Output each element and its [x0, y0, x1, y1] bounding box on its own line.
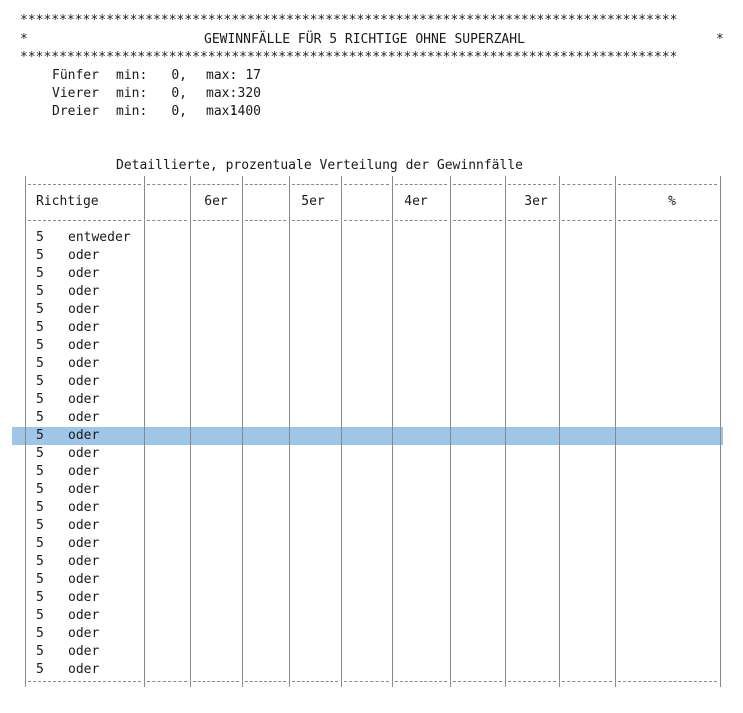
table-bottom-rule — [395, 681, 447, 682]
cell-connector: oder — [68, 644, 100, 659]
table-top-rule — [147, 184, 187, 185]
table-bottom-rule — [508, 681, 556, 682]
cell-connector: oder — [68, 536, 100, 551]
cell-richtige: 5 — [36, 518, 44, 533]
table-header-rule — [245, 220, 286, 221]
table-caption: Detaillierte, prozentuale Verteilung der Gewinnfälle — [116, 158, 523, 173]
table-bottom-rule — [28, 681, 141, 682]
cell-connector: oder — [68, 428, 100, 443]
cell-richtige: 5 — [36, 320, 44, 335]
table-top-rule — [245, 184, 286, 185]
cell-connector: oder — [68, 590, 100, 605]
table-top-rule — [453, 184, 502, 185]
table-top-rule — [508, 184, 556, 185]
cell-richtige: 5 — [36, 356, 44, 371]
cell-richtige: 5 — [36, 662, 44, 677]
cell-richtige: 5 — [36, 248, 44, 263]
cell-richtige: 5 — [36, 266, 44, 281]
table-bottom-rule — [562, 681, 612, 682]
column-divider — [392, 176, 393, 687]
table-bottom-rule — [292, 681, 338, 682]
table-top-rule — [344, 184, 389, 185]
cell-connector: oder — [68, 500, 100, 515]
cell-richtige: 5 — [36, 644, 44, 659]
cell-connector: oder — [68, 248, 100, 263]
cell-richtige: 5 — [36, 464, 44, 479]
table-header-rule — [28, 220, 141, 221]
col-header-3er: 3er — [524, 194, 548, 209]
column-divider — [505, 176, 506, 687]
stat-min-value: 0, — [171, 68, 187, 83]
stat-label: Dreier — [52, 104, 99, 119]
stat-max-label: max: — [206, 68, 238, 83]
table-header-rule — [562, 220, 612, 221]
column-divider — [25, 176, 26, 687]
column-divider — [242, 176, 243, 687]
cell-richtige: 5 — [36, 284, 44, 299]
table-top-rule — [28, 184, 141, 185]
top-star-border: ************************************************************************************ — [20, 13, 678, 28]
column-divider — [559, 176, 560, 687]
cell-connector: oder — [68, 338, 100, 353]
stat-min-value: 0, — [171, 104, 187, 119]
column-divider — [289, 176, 290, 687]
cell-richtige: 5 — [36, 410, 44, 425]
table-top-rule — [193, 184, 239, 185]
cell-richtige: 5 — [36, 626, 44, 641]
cell-connector: oder — [68, 302, 100, 317]
table-header-rule — [147, 220, 187, 221]
cell-richtige: 5 — [36, 374, 44, 389]
stat-label: Fünfer — [52, 68, 99, 83]
cell-richtige: 5 — [36, 392, 44, 407]
cell-connector: oder — [68, 446, 100, 461]
table-header-rule — [618, 220, 717, 221]
cell-connector: oder — [68, 356, 100, 371]
bottom-star-border: ************************************************************************************ — [20, 50, 678, 65]
table-header-rule — [344, 220, 389, 221]
right-edge-star: * — [716, 32, 724, 47]
stat-min-label: min: — [116, 104, 148, 119]
column-divider — [190, 176, 191, 687]
cell-richtige: 5 — [36, 590, 44, 605]
cell-richtige: 5 — [36, 428, 44, 443]
column-divider — [450, 176, 451, 687]
cell-richtige: 5 — [36, 230, 44, 245]
table-top-rule — [618, 184, 717, 185]
report-title: GEWINNFÄLLE FÜR 5 RICHTIGE OHNE SUPERZAHL — [204, 32, 525, 47]
col-header-richtige: Richtige — [36, 194, 99, 209]
cell-connector: oder — [68, 284, 100, 299]
stat-max-label: max: — [206, 104, 238, 119]
cell-connector: entweder — [68, 230, 131, 245]
column-divider — [720, 176, 721, 687]
stat-min-label: min: — [116, 86, 148, 101]
cell-connector: oder — [68, 266, 100, 281]
cell-connector: oder — [68, 554, 100, 569]
cell-connector: oder — [68, 374, 100, 389]
table-bottom-rule — [193, 681, 239, 682]
cell-richtige: 5 — [36, 536, 44, 551]
stat-min-label: min: — [116, 68, 148, 83]
cell-richtige: 5 — [36, 482, 44, 497]
cell-richtige: 5 — [36, 446, 44, 461]
cell-connector: oder — [68, 392, 100, 407]
table-bottom-rule — [245, 681, 286, 682]
col-header-4er: 4er — [404, 194, 428, 209]
cell-connector: oder — [68, 320, 100, 335]
stat-label: Vierer — [52, 86, 99, 101]
table-header-rule — [292, 220, 338, 221]
cell-connector: oder — [68, 626, 100, 641]
cell-connector: oder — [68, 464, 100, 479]
cell-connector: oder — [68, 608, 100, 623]
table-top-rule — [395, 184, 447, 185]
col-header-percent: % — [668, 194, 676, 209]
cell-richtige: 5 — [36, 500, 44, 515]
cell-connector: oder — [68, 482, 100, 497]
column-divider — [341, 176, 342, 687]
table-top-rule — [562, 184, 612, 185]
cell-connector: oder — [68, 662, 100, 677]
stat-max-value: 320 — [237, 86, 261, 101]
cell-connector: oder — [68, 410, 100, 425]
left-edge-star: * — [20, 32, 28, 47]
column-divider — [615, 176, 616, 687]
table-bottom-rule — [453, 681, 502, 682]
stat-max-value: 1400 — [229, 104, 261, 119]
cell-richtige: 5 — [36, 302, 44, 317]
cell-connector: oder — [68, 518, 100, 533]
table-header-rule — [508, 220, 556, 221]
table-bottom-rule — [147, 681, 187, 682]
table-bottom-rule — [618, 681, 717, 682]
column-divider — [144, 176, 145, 687]
col-header-5er: 5er — [301, 194, 325, 209]
table-bottom-rule — [344, 681, 389, 682]
stat-min-value: 0, — [171, 86, 187, 101]
col-header-6er: 6er — [204, 194, 228, 209]
cell-richtige: 5 — [36, 554, 44, 569]
cell-richtige: 5 — [36, 608, 44, 623]
cell-richtige: 5 — [36, 338, 44, 353]
table-header-rule — [453, 220, 502, 221]
table-top-rule — [292, 184, 338, 185]
cell-connector: oder — [68, 572, 100, 587]
stat-max-label: max: — [206, 86, 238, 101]
stat-max-value: 17 — [245, 68, 261, 83]
table-header-rule — [193, 220, 239, 221]
cell-richtige: 5 — [36, 572, 44, 587]
table-header-rule — [395, 220, 447, 221]
